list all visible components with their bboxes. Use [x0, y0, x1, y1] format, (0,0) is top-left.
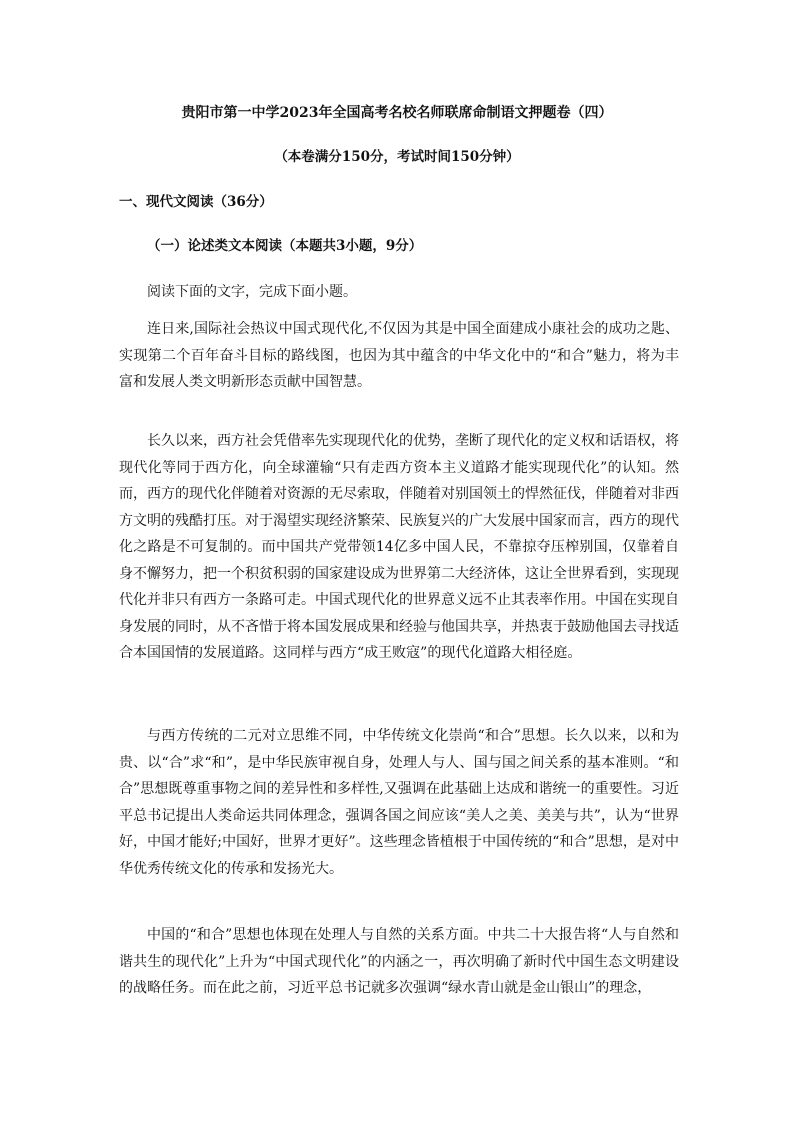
sub-section-heading: （一）论述类文本阅读（本题共3小题，9分） — [147, 238, 423, 254]
reading-instruction: 阅读下面的文字，完成下面小题。 — [147, 284, 357, 300]
paragraph-2: 长久以来，西方社会凭借率先实现现代化的优势，垄断了现代化的定义权和话语权，将现代化等同于西方化，向全球灌输“只有走西方资本主义道路才能实现现代化”的认知。然而，西方的现代化伴随着对资源的无尽索取，伴随着对别国领土的悍然征伐，伴随着对非西方文明的残酷打压。对于渴望实现经济繁荣、民族复兴的广大发展中国家而言，西方的现代化之路是不可复制的。而中国共产党带领14亿多中国人民，不靠掠夺压榨别国，仅靠着自身不懈努力，把一个积贫积弱的国家建设成为世界第二大经济体，这让全世界看到，实现现代化并非只有西方一条路可走。中国式现代化的世界意义远不止其表率作用。中国在实现自身发展的同时，从不吝惜于将本国发展成果和经验与他国共享，并热衷于鼓励他国去寻找适合本国国情的发展道路。这同样与西方“成王败寇”的现代化道路大相径庭。 — [119, 433, 679, 661]
paragraph-3: 与西方传统的二元对立思维不同，中华传统文化崇尚“和合”思想。长久以来，以和为贵、以“合”求“和”，是中华民族审视自身，处理人与人、国与国之间关系的基本准则。“和合”思想既尊重事物之间的差异性和多样性,又强调在此基础上达成和谐统一的重要性。习近平总书记提出人类命运共同体理念，强调各国之间应该“美人之美、美美与共”，认为“世界好，中国才能好;中国好，世界才更好”。这些理念皆植根于中国传统的“和合”思想，是对中华优秀传统文化的传承和发扬光大。 — [119, 728, 679, 877]
exam-info: （本卷满分150分，考试时间150分钟） — [274, 149, 520, 165]
paragraph-4: 中国的“和合”思想也体现在处理人与自然的关系方面。中共二十大报告将“人与自然和谐共生的现代化”上升为“中国式现代化”的内涵之一，再次明确了新时代中国生态文明建设的战略任务。而在此之前，习近平总书记就多次强调“绿水青山就是金山银山”的理念， — [119, 927, 679, 996]
section-heading: 一、现代文阅读（36分） — [119, 194, 273, 210]
document-title: 贵阳市第一中学2023年全国高考名校名师联席命制语文押题卷（四） — [181, 105, 613, 121]
paragraph-1: 连日来,国际社会热议中国式现代化,不仅因为其是中国全面建成小康社会的成功之匙、实现第二个百年奋斗目标的路线图，也因为其中蕴含的中华文化中的“和合”魅力，将为丰富和发展人类文明新形态贡献中国智慧。 — [119, 321, 679, 390]
